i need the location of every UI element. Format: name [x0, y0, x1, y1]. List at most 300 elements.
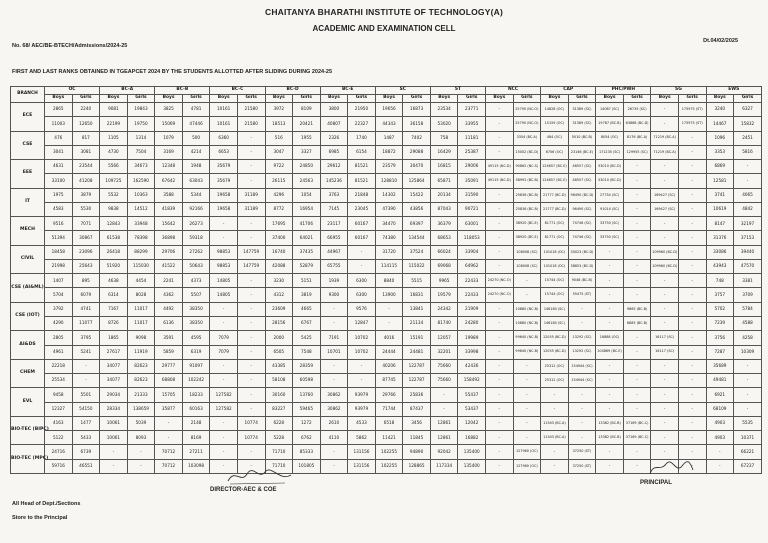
rank-cell: - [651, 416, 679, 430]
rank-cell: 25836 (BC.B) [513, 202, 541, 216]
rank-cell: 23771 [458, 103, 486, 117]
rank-cell: 52879 [293, 259, 321, 273]
rank-cell: - [678, 445, 706, 459]
rank-cell: - [651, 316, 679, 330]
rank-cell: 1079 [155, 131, 183, 145]
rank-cell: 22433 [458, 274, 486, 288]
rank-cell: 3047 [265, 145, 293, 159]
rank-cell: 5816 [734, 145, 762, 159]
rank-cell: 128865 [403, 459, 431, 473]
rank-cell: - [678, 217, 706, 231]
rank-cell: 81771 (OC) [541, 231, 569, 245]
rank-cell: - [237, 274, 265, 288]
rank-cell: - [210, 445, 238, 459]
rank-cell: 127960 (OC) [513, 445, 541, 459]
rank-cell: 10161 [210, 103, 238, 117]
rank-cell: 748 [706, 274, 734, 288]
rank-cell: - [623, 174, 651, 188]
rank-cell: 22199 [100, 117, 128, 131]
rank-cell: 2805 [45, 331, 73, 345]
rank-cell: - [623, 288, 651, 302]
rank-cell: 13292 (SC) [568, 331, 596, 345]
rank-cell: 30023 (BC.D) [568, 245, 596, 259]
rank-cell: 16873 [403, 103, 431, 117]
rank-cell: 15069 [155, 117, 183, 131]
rank-cell: - [541, 445, 569, 459]
rank-cell: 37524 [403, 245, 431, 259]
rank-cell: 60167 [348, 217, 376, 231]
rank-cell: - [623, 345, 651, 359]
rank-cell: 82623 [127, 359, 155, 373]
rank-cell: 35091 [458, 174, 486, 188]
rank-cell: 51920 [100, 259, 128, 273]
rank-cell: 158492 [458, 374, 486, 388]
rank-cell: 9081 [100, 103, 128, 117]
rank-cell: 109960 (BC.D) [651, 245, 679, 259]
rank-cell: 3353 [706, 145, 734, 159]
rank-cell: - [596, 445, 624, 459]
rank-cell: 51394 [45, 231, 73, 245]
rank-cell: 104869 (BC.E) [596, 345, 624, 359]
rank-cell: 32201 [430, 345, 458, 359]
table-row [11, 245, 762, 259]
rank-cell: 16815 [430, 160, 458, 174]
rank-cell: 64021 [293, 231, 321, 245]
table-row [11, 302, 762, 316]
rank-cell: 90862 (NC.S) [513, 160, 541, 174]
rank-cell: 3756 [706, 331, 734, 345]
rank-cell: 7079 [210, 345, 238, 359]
rank-cell: 5241 [72, 345, 100, 359]
rank-cell: 127960 (OC) [513, 459, 541, 473]
rank-cell: 25312 (OC) [541, 374, 569, 388]
rank-cell: 6869 [706, 160, 734, 174]
rank-cell: 23146 (BC.E) [568, 145, 596, 159]
rank-cell: 3763 [320, 188, 348, 202]
rank-cell: 3795 [72, 331, 100, 345]
table-row [11, 188, 762, 202]
rank-cell: 6706 (OC) [541, 145, 569, 159]
rank-cell: 91097 [182, 359, 210, 373]
rank-cell: 24270 (NC.O) [486, 288, 514, 302]
rank-cell: 33086 [706, 245, 734, 259]
rank-cell: - [320, 302, 348, 316]
rank-cell: 7145 [320, 202, 348, 216]
rank-cell: - [513, 274, 541, 288]
rank-cell: 18513 [265, 117, 293, 131]
rank-cell: 74380 [375, 231, 403, 245]
rank-cell: 2865 [45, 103, 73, 117]
ranks-table [10, 86, 762, 474]
rank-cell: - [237, 302, 265, 316]
rank-cell: 28359 [293, 359, 321, 373]
rank-cell: 55437 [458, 388, 486, 402]
rank-cell: 16740 [265, 245, 293, 259]
sub-header-cell: Boys [210, 95, 238, 103]
rank-cell: - [678, 174, 706, 188]
rank-cell: 9098 [127, 331, 155, 345]
rank-cell: 5501 [72, 388, 100, 402]
rank-cell: 41522 [155, 259, 183, 273]
rank-cell: 19843 [127, 103, 155, 117]
rank-cell: - [623, 388, 651, 402]
rank-cell: - [237, 459, 265, 473]
table-row [11, 416, 762, 430]
rank-cell: 42436 [458, 359, 486, 373]
rank-cell: 6314 [100, 288, 128, 302]
rank-cell: 81521 [348, 174, 376, 188]
rank-cell: 115022 [403, 259, 431, 273]
rank-cell: 43943 [706, 259, 734, 273]
rank-cell: 2000 [265, 331, 293, 345]
rank-cell: 41706 [293, 217, 321, 231]
branch-cell: CIVIL [11, 245, 45, 274]
rank-cell: 40206 [375, 359, 403, 373]
rank-cell: - [486, 331, 514, 345]
rank-cell: 16831 [403, 288, 431, 302]
rank-cell: 46551 [72, 459, 100, 473]
rank-cell: 6739 [72, 445, 100, 459]
rank-cell: 15191 [403, 331, 431, 345]
rank-cell: 8054 (OC) [596, 131, 624, 145]
rank-cell: 109960 (BC.D) [651, 259, 679, 273]
rank-cell: 4638 [100, 274, 128, 288]
rank-cell: - [348, 245, 376, 259]
rank-cell: 4903 [706, 416, 734, 430]
rank-cell: 28334 [100, 402, 128, 416]
rank-cell: 118053 [458, 231, 486, 245]
rank-cell: 12581 [706, 174, 734, 188]
rank-cell: 71219 (BC.A) [651, 145, 679, 159]
rank-cell: - [623, 359, 651, 373]
rank-cell: 19579 [430, 288, 458, 302]
rank-cell: 31720 [375, 245, 403, 259]
rank-cell: - [734, 374, 762, 388]
rank-cell: 19656 [375, 103, 403, 117]
sub-header-cell: Girls [403, 95, 431, 103]
rank-cell: 500 [182, 131, 210, 145]
rank-cell: - [596, 259, 624, 273]
rank-cell: 12055 (BC.D) [541, 331, 569, 345]
rank-cell: 7191 [320, 331, 348, 345]
rank-cell: 21580 [237, 103, 265, 117]
rank-cell: 102255 [375, 445, 403, 459]
rank-cell: 53010 (BC.D) [596, 174, 624, 188]
rank-cell: 91014 (SC) [596, 202, 624, 216]
rank-cell: 169427 (SC) [651, 188, 679, 202]
rank-cell: 9865 (BC.B) [623, 302, 651, 316]
rank-cell: - [678, 259, 706, 273]
rank-cell: 19787 (BC.B) [596, 117, 624, 131]
rank-cell: 6300 [348, 288, 376, 302]
sub-header-cell: Girls [348, 95, 376, 103]
rank-cell: 30470 [403, 160, 431, 174]
rank-cell: 16429 [430, 145, 458, 159]
principal-signature-label: PRINCIPAL [640, 480, 672, 486]
rank-cell: 30160 [265, 388, 293, 402]
rank-cell: 30862 [320, 402, 348, 416]
rank-cell: 115030 [127, 259, 155, 273]
table-row [11, 345, 762, 359]
rank-cell: 21134 [403, 316, 431, 330]
rank-cell: 24444 [375, 345, 403, 359]
rank-cell: 98853 [210, 245, 238, 259]
rank-cell: 36158 [403, 117, 431, 131]
rank-cell: 14087 (SC) [596, 103, 624, 117]
rank-cell: 38350 [182, 316, 210, 330]
sub-header-cell: Boys [651, 95, 679, 103]
rank-cell: 2451 [734, 131, 762, 145]
rank-cell: 12650 [72, 117, 100, 131]
director-signature [225, 466, 295, 486]
rank-cell: 108008 (SC) [513, 259, 541, 273]
rank-cell: 8840 [375, 274, 403, 288]
rank-cell: - [237, 374, 265, 388]
rank-cell: 41208 [72, 174, 100, 188]
table-row [11, 431, 762, 445]
rank-cell: 21777 (BC.D) [541, 188, 569, 202]
rank-cell: - [237, 217, 265, 231]
rank-cell: 22218 [45, 359, 73, 373]
table-row [11, 288, 762, 302]
category-header-row [11, 87, 762, 95]
branch-header: BRANCH [11, 87, 45, 103]
rank-cell: - [320, 445, 348, 459]
rank-cell: 25643 [72, 259, 100, 273]
rank-cell: - [210, 302, 238, 316]
rank-cell: 23534 [430, 103, 458, 117]
rank-cell: 11077 [72, 316, 100, 330]
rank-cell: 21998 [45, 259, 73, 273]
rank-cell: 4258 [734, 331, 762, 345]
rank-cell: 67237 [734, 459, 762, 473]
rank-cell: 81740 [430, 316, 458, 330]
rank-cell: 43856 [403, 202, 431, 216]
footer-recipients: All Head of Dept./Sections [12, 501, 81, 507]
rank-cell: - [486, 345, 514, 359]
cat-header: BC-C [210, 87, 265, 95]
rank-cell: 21950 [348, 103, 376, 117]
rank-cell: - [623, 259, 651, 273]
rank-cell: 8169 [182, 431, 210, 445]
table-row [11, 316, 762, 330]
rank-cell: - [486, 374, 514, 388]
rank-cell: 7167 [100, 302, 128, 316]
rank-cell: 117334 [430, 459, 458, 473]
rank-cell: 40807 [320, 117, 348, 131]
rank-cell: 47570 [734, 259, 762, 273]
rank-cell: - [651, 288, 679, 302]
rank-cell: 2148 [182, 416, 210, 430]
rank-cell: 34470 [375, 217, 403, 231]
rank-cell: 3240 [706, 103, 734, 117]
rank-cell: - [596, 316, 624, 330]
rank-cell: 7402 [403, 131, 431, 145]
rank-cell: - [210, 416, 238, 430]
rank-cell: 35877 [155, 402, 183, 416]
rank-cell: 8176 (BC.A) [623, 131, 651, 145]
rank-cell: 37250 (ST) [568, 445, 596, 459]
rank-cell: - [623, 374, 651, 388]
rank-cell: 5515 [403, 274, 431, 288]
rank-cell: 15744 (OC) [541, 288, 569, 302]
rank-cell: 18872 [375, 145, 403, 159]
rank-cell: 12861 [430, 431, 458, 445]
rank-cell: - [651, 388, 679, 402]
rank-cell: 92166 [182, 202, 210, 216]
rank-cell: 11003 [45, 117, 73, 131]
rank-cell: 10880 (NC.B) [513, 302, 541, 316]
sub-header-cell: Girls [293, 95, 321, 103]
rank-cell: 127582 [210, 388, 238, 402]
sub-header-cell: Boys [596, 95, 624, 103]
rank-cell: - [568, 316, 596, 330]
sub-header-cell: Girls [513, 95, 541, 103]
rank-cell: 12348 [155, 160, 183, 174]
rank-cell: 49481 [706, 374, 734, 388]
rank-cell: 8028 [127, 288, 155, 302]
rank-cell: 5784 [734, 302, 762, 316]
rank-cell: - [678, 131, 706, 145]
rank-cell: - [486, 259, 514, 273]
rank-cell: 27617 [100, 345, 128, 359]
rank-cell: 11017 [127, 302, 155, 316]
rank-cell: 9722 [265, 160, 293, 174]
rank-cell: 146180 (SC) [541, 302, 569, 316]
rank-cell: 516 [265, 131, 293, 145]
rank-cell: 125864 [403, 174, 431, 188]
rank-cell: 9516 [45, 217, 73, 231]
rank-cell: - [72, 374, 100, 388]
rank-cell: 12042 [458, 416, 486, 430]
rank-cell: 33955 [458, 117, 486, 131]
rank-cell: - [596, 245, 624, 259]
rank-cell: 37169 (BC.C) [623, 431, 651, 445]
cat-header: CAP [541, 87, 596, 95]
rank-cell: 29706 [155, 245, 183, 259]
rank-cell: 131156 [348, 459, 376, 473]
table-row [11, 174, 762, 188]
rank-cell: 29006 [458, 160, 486, 174]
rank-cell: 33750 (SC) [596, 231, 624, 245]
rank-cell: 24563 [293, 174, 321, 188]
rank-cell: 4296 [265, 188, 293, 202]
rank-cell: - [237, 160, 265, 174]
rank-cell: - [651, 160, 679, 174]
rank-cell: - [155, 416, 183, 430]
rank-cell: - [237, 445, 265, 459]
principal-signature [646, 458, 696, 478]
rank-cell: 4454 [127, 274, 155, 288]
rank-cell: 15159 (OC) [541, 117, 569, 131]
rank-cell: 9300 [320, 288, 348, 302]
rank-cell: 12861 [430, 416, 458, 430]
cat-header: SG [651, 87, 706, 95]
cat-header: BC-B [155, 87, 210, 95]
rank-cell: 3757 [706, 288, 734, 302]
sub-header-cell: Boys [541, 95, 569, 103]
rank-cell: 4290 [45, 316, 73, 330]
rank-cell: 37153 [734, 231, 762, 245]
rank-cell: 44967 [320, 245, 348, 259]
cat-header: SC [375, 87, 430, 95]
rank-cell: - [237, 402, 265, 416]
rank-cell: 2241 [155, 274, 183, 288]
rank-cell: 65755 [320, 259, 348, 273]
table-row [11, 145, 762, 159]
rank-cell: 29034 [100, 388, 128, 402]
rank-cell: 23544 [72, 160, 100, 174]
rank-cell: 31389 (SC) [568, 103, 596, 117]
rank-cell: 87745 [375, 374, 403, 388]
rank-cell: 476 [45, 131, 73, 145]
rank-cell: 18233 [182, 388, 210, 402]
sub-header-cell: Boys [706, 95, 734, 103]
rank-cell: 6885 (BC.B) [623, 316, 651, 330]
rank-cell: - [678, 388, 706, 402]
rank-cell: 4665 [293, 302, 321, 316]
branch-cell: CSE (AI&ML) [11, 274, 45, 303]
rank-cell: 74746 (SC) [568, 231, 596, 245]
rank-cell: 10371 [734, 431, 762, 445]
rank-cell: 4110 [320, 431, 348, 445]
rank-cell: - [623, 188, 651, 202]
rank-cell: 4362 [155, 288, 183, 302]
sub-header-cell: Boys [45, 95, 73, 103]
rank-cell: 6136 [155, 316, 183, 330]
rank-cell: - [623, 231, 651, 245]
rank-cell: - [486, 117, 514, 131]
rank-cell: - [734, 402, 762, 416]
rank-cell: 1105 [100, 131, 128, 145]
rank-cell: - [678, 431, 706, 445]
rank-cell: 22433 [458, 288, 486, 302]
rank-cell: 33998 [458, 345, 486, 359]
rank-cell: 6653 [210, 145, 238, 159]
rank-cell: - [486, 202, 514, 216]
rank-cell: 10309 [734, 345, 762, 359]
rank-cell: 12843 [100, 217, 128, 231]
rank-cell: - [678, 331, 706, 345]
rank-cell: - [127, 459, 155, 473]
rank-cell: 58992 (BC.B) [513, 174, 541, 188]
institute-name: CHAITANYA BHARATHI INSTITUTE OF TECHNOLOGY(A) [264, 7, 504, 17]
rank-cell: - [651, 302, 679, 316]
rank-cell: 96490 (SC) [568, 202, 596, 216]
rank-cell: - [734, 388, 762, 402]
rank-cell: 484 (OC) [541, 131, 569, 145]
rank-cell: 11181 [458, 131, 486, 145]
rank-cell: - [210, 431, 238, 445]
rank-cell: 36379 [430, 217, 458, 231]
rank-cell: 9048 (BC.B) [568, 274, 596, 288]
rank-cell: 3327 [293, 145, 321, 159]
rank-cell: 5433 [72, 431, 100, 445]
rank-cell: - [513, 359, 541, 373]
rank-cell: 2326 [320, 131, 348, 145]
rank-cell: 26115 [265, 174, 293, 188]
rank-cell: 15422 [403, 188, 431, 202]
rank-cell: 63868 (BC.D) [623, 117, 651, 131]
rank-cell: 14828 (OC) [541, 103, 569, 117]
rank-cell: 13760 [293, 388, 321, 402]
rank-cell: 24850 [293, 160, 321, 174]
rank-cell: 48557 (SC) [568, 160, 596, 174]
rank-cell: 154944 (SC) [568, 359, 596, 373]
rank-cell: - [210, 217, 238, 231]
rank-cell: 14805 [210, 288, 238, 302]
rank-cell: 11919 [127, 345, 155, 359]
